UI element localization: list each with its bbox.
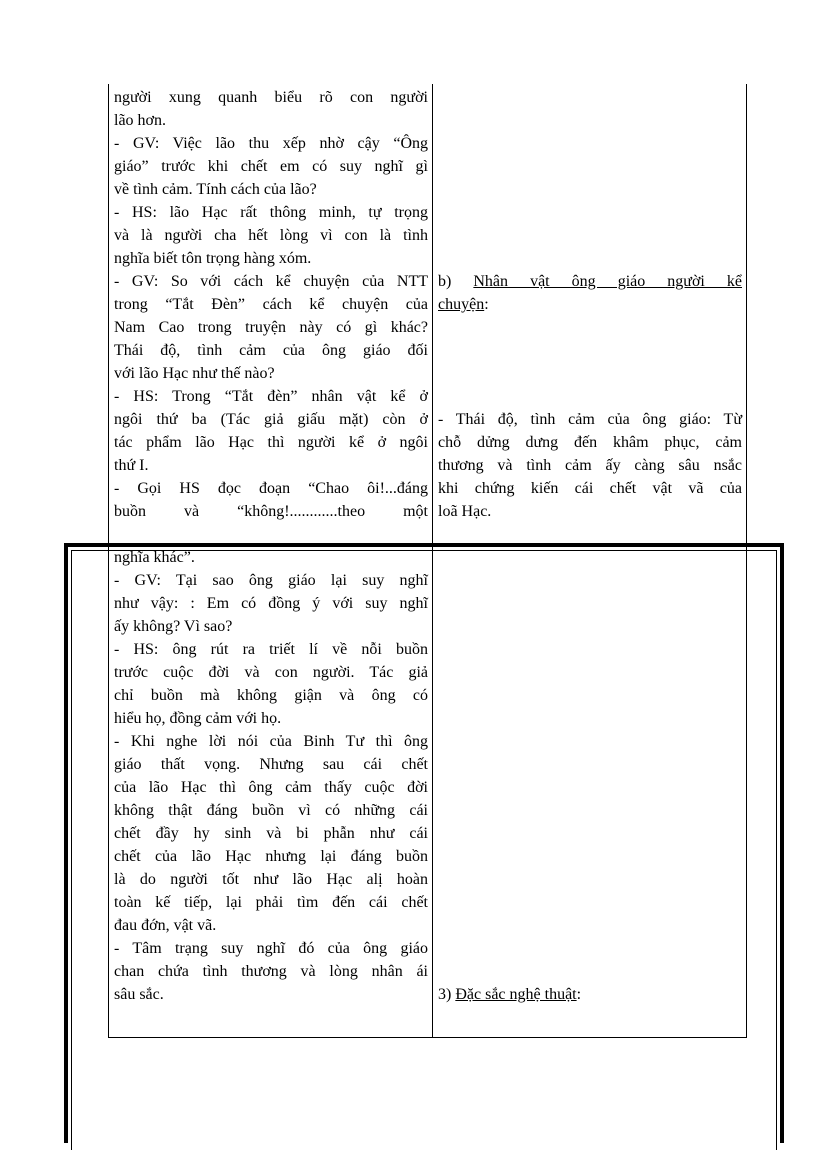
text-line: lão hơn. [114,112,167,129]
text-line: - Khi nghe lời nói của Binh Tư thì ông [114,733,428,750]
text-line: trước cuộc đời và con người. Tác giả [114,664,428,681]
text-line: như vậy: : Em có đồng ý với suy nghĩ [114,595,428,612]
heading-3-label: Đặc sắc nghệ thuật [455,986,577,1003]
blank-space [438,546,742,983]
text-line: - HS: ông rút ra triết lí về nỗi buồn [114,641,428,658]
text-line: - GV: So với cách kể chuyện của NTT [114,273,428,290]
blank-space [438,86,742,270]
lesson-table-top [108,84,747,546]
content-notes-cell [433,84,747,546]
text-line: Nam Cao trong truyện này có gì khác? [114,319,428,336]
lesson-table-bottom [108,544,747,1038]
text-line: thứ I. [114,457,149,474]
text-line: giáo thất vọng. Nhưng sau cái chết [114,756,428,773]
text-line: chỉ buồn mà không giận và ông có [114,687,428,704]
heading-3-suffix: : [576,986,582,1003]
text-line: đau đớn, vật vã. [114,917,217,934]
heading-b-suffix: : [484,296,489,313]
text-line: nghĩa biết tôn trọng hàng xóm. [114,250,312,267]
text-line: thương và tình cảm ấy càng sâu nsắc [438,457,742,474]
text-line: về tình cảm. Tính cách của lão? [114,181,317,198]
heading-3-prefix: 3) [438,986,456,1003]
text-line: - GV: Việc lão thu xếp nhờ cậy “Ông [114,135,428,152]
text-line: - Tâm trạng suy nghĩ đó của ông giáo [114,940,428,957]
teacher-student-activity-cell [108,84,433,546]
text-line: chan chứa tình thương và lòng nhân ái [114,963,428,980]
text-line: - Gọi HS đọc đoạn “Chao ôi!...đáng [114,480,428,497]
content-notes-cell [433,544,747,1037]
text-line: toàn kế tiếp, lại phải tìm đến cái chết [114,894,428,911]
text-line: là do người tốt như lão Hạc alị hoàn [114,871,428,888]
text-line: của lão Hạc thì ông cảm thấy cuộc đời [114,779,428,796]
text-line: tác phẩm lão Hạc thì người kể ở ngôi [114,434,428,451]
text-line: - HS: lão Hạc rất thông minh, tự trọng [114,204,428,221]
text-line: khi chứng kiến cái chết vật vã của [438,480,742,497]
section-heading-b [438,270,742,293]
heading-b-line1: Nhân vật ông giáo người kể [473,273,742,290]
text-line: chết đầy hy sinh và bi phẫn như cái [114,825,428,842]
text-line: ngôi thứ ba (Tác giả giấu mặt) còn ở [114,411,428,428]
text-line: - GV: Tại sao ông giáo lại suy nghĩ [114,572,428,589]
text-line: loã Hạc. [438,503,492,520]
section-heading-b-cont [438,293,742,316]
heading-b-prefix: b) [438,273,474,290]
teacher-student-activity-cell [108,544,433,1037]
blank-space [438,316,742,408]
text-line: và là người cha hết lòng vì con là tình [114,227,428,244]
text-line: - Thái độ, tình cảm của ông giáo: Từ [438,411,742,428]
text-line: trong “Tắt Đèn” cách kể chuyện của [114,296,428,313]
text-line: Thái độ, tình cảm của ông giáo đối [114,342,428,359]
text-line: ấy không? Vì sao? [114,618,233,635]
text-line: giáo” trước khi chết em có suy nghĩ gì [114,158,428,175]
text-line: người xung quanh biểu rõ con người [114,89,428,106]
text-line: buồn và “không!............theo một [114,503,428,520]
text-line: với lão Hạc như thế nào? [114,365,275,382]
text-line: chỗ dửng dưng đến khâm phục, cảm [438,434,742,451]
text-line: nghĩa khác”. [114,549,195,566]
text-line: không thật đáng buồn vì có những cái [114,802,428,819]
text-line: chết của lão Hạc nhưng lại đáng buồn [114,848,428,865]
text-line: hiểu họ, đồng cảm với họ. [114,710,282,727]
text-line: - HS: Trong “Tắt đèn” nhân vật kể ở [114,388,428,405]
section-heading-3 [438,983,742,1006]
text-line: sâu sắc. [114,986,164,1003]
heading-b-line2: chuyện [438,296,485,313]
